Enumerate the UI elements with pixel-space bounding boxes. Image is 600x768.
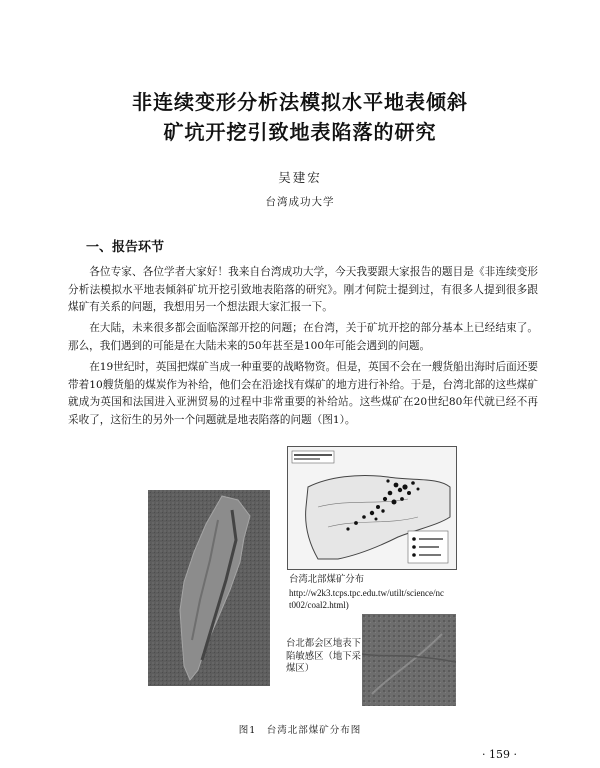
- subsidence-caption-line-2: 陷敏感区（地下采: [286, 650, 362, 662]
- source-url-line-2: t002/coal2.html): [289, 600, 349, 610]
- paragraph-1: 各位专家、各位学者大家好！我来自台湾成功大学，今天我要跟大家报告的题目是《非连续变形分析法模拟水平地表倾斜矿坑开挖引致地表陷落的研究》。刚才何院士提到过，有很多人提到很多跟煤矿有关系的问题，我想用另一个想法跟大家汇报一下。: [68, 266, 538, 313]
- paper-title-line-2: 矿坑开挖引致地表陷落的研究: [163, 120, 437, 144]
- paper-title-line-1: 非连续变形分析法模拟水平地表倾斜: [132, 90, 468, 114]
- subsidence-area-image: [362, 614, 456, 706]
- subsidence-caption-line-1: 台北都会区地表下: [286, 638, 362, 649]
- subsidence-caption-line-3: 煤区）: [286, 663, 315, 674]
- map-caption: 台湾北部煤矿分布: [289, 574, 365, 585]
- section-heading: 一、报告环节: [86, 240, 165, 255]
- author-name: 吴建宏: [278, 170, 322, 185]
- taiwan-satellite-image: [148, 490, 270, 686]
- paragraph-2: 在大陆，未来很多都会面临深部开挖的问题；在台湾，关于矿坑开挖的部分基本上已经结束了。那么，我们遇到的可能是在大陆未来的50年甚至是100年可能会遇到的问题。: [68, 322, 538, 352]
- page-number: · 159 ·: [482, 748, 517, 761]
- figure-caption: 图1 台湾北部煤矿分布图: [238, 725, 362, 736]
- paragraph-3: 在19世纪时，英国把煤矿当成一种重要的战略物资。但是，英国不会在一艘货船出海时后面还要带着10艘货船的煤炭作为补给，他们会在沿途找有煤矿的地方进行补给。于是，台湾北部的这些煤矿就成为英国和法国进入亚洲贸易的过程中非常重要的补给站。这些煤矿在20世纪80年代就已经不再采收了，这衍生的另外一个问题就是地表陷落的问题（图1）。: [68, 361, 538, 426]
- taiwan-island-shape: [148, 490, 270, 686]
- source-url-line-1: http://w2k3.tcps.tpc.edu.tw/utilt/science/nc: [289, 587, 444, 598]
- coal-mine-distribution-map: [287, 446, 457, 570]
- affiliation: 台湾成功大学: [265, 196, 335, 208]
